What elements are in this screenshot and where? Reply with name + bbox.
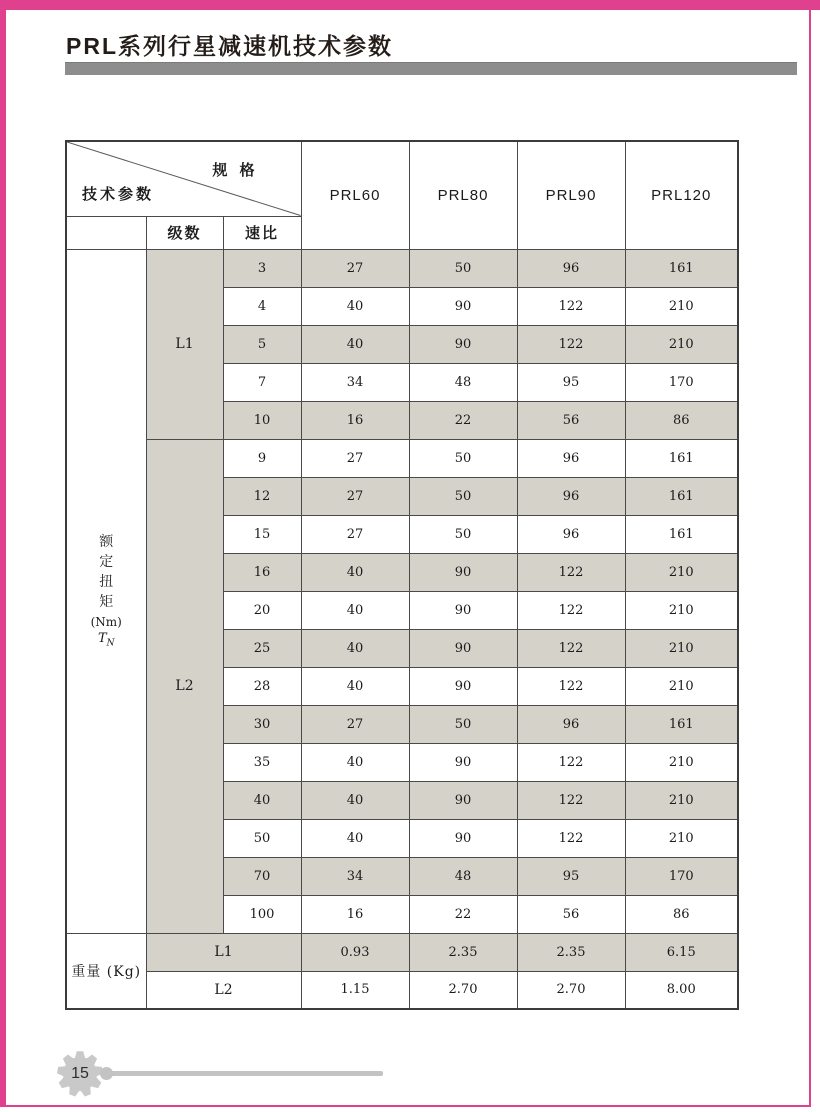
- column-header-prl120: PRL120: [625, 141, 738, 249]
- torque-label: [67, 533, 146, 649]
- value-cell: 50: [409, 705, 517, 743]
- ratio-cell: 100: [223, 895, 301, 933]
- ratio-cell: 20: [223, 591, 301, 629]
- torque-symbol: [98, 631, 115, 649]
- value-cell: 210: [625, 325, 738, 363]
- value-cell: 27: [301, 705, 409, 743]
- frame-bottom-border: [6, 1105, 811, 1107]
- value-cell: 40: [301, 743, 409, 781]
- value-cell: 40: [301, 553, 409, 591]
- ratio-cell: 50: [223, 819, 301, 857]
- frame-left-border: [0, 0, 6, 1107]
- value-cell: 86: [625, 401, 738, 439]
- value-cell: 210: [625, 819, 738, 857]
- value-cell: 95: [517, 857, 625, 895]
- torque-row-label-cell: [66, 249, 146, 933]
- value-cell: 210: [625, 591, 738, 629]
- value-cell: 96: [517, 439, 625, 477]
- weight-value-cell: 1.15: [301, 971, 409, 1009]
- weight-value-cell: 8.00: [625, 971, 738, 1009]
- value-cell: 122: [517, 287, 625, 325]
- value-cell: 90: [409, 325, 517, 363]
- ratio-cell: 5: [223, 325, 301, 363]
- value-cell: 122: [517, 781, 625, 819]
- value-cell: 161: [625, 249, 738, 287]
- value-cell: 170: [625, 857, 738, 895]
- title-underline-bar: [65, 62, 797, 75]
- empty-header-cell: [66, 216, 146, 249]
- value-cell: 96: [517, 477, 625, 515]
- value-cell: 90: [409, 287, 517, 325]
- value-cell: 56: [517, 895, 625, 933]
- stage-label-L2: L2: [146, 439, 223, 933]
- diagonal-header-cell: [66, 141, 301, 216]
- value-cell: 161: [625, 705, 738, 743]
- ratio-cell: 9: [223, 439, 301, 477]
- value-cell: 122: [517, 325, 625, 363]
- frame-top-border: [0, 0, 820, 10]
- weight-row: [66, 971, 738, 1009]
- value-cell: 122: [517, 629, 625, 667]
- value-cell: 22: [409, 401, 517, 439]
- value-cell: 90: [409, 667, 517, 705]
- ratio-cell: 28: [223, 667, 301, 705]
- value-cell: 40: [301, 629, 409, 667]
- value-cell: 210: [625, 287, 738, 325]
- header-param-label: 技术参数: [82, 185, 155, 203]
- value-cell: 40: [301, 325, 409, 363]
- value-cell: 210: [625, 667, 738, 705]
- value-cell: 96: [517, 249, 625, 287]
- value-cell: 210: [625, 553, 738, 591]
- page-number: 15: [71, 1065, 89, 1082]
- value-cell: 122: [517, 667, 625, 705]
- value-cell: 40: [301, 819, 409, 857]
- value-cell: 161: [625, 515, 738, 553]
- value-cell: 86: [625, 895, 738, 933]
- value-cell: 210: [625, 743, 738, 781]
- value-cell: 161: [625, 439, 738, 477]
- ratio-cell: 70: [223, 857, 301, 895]
- value-cell: 95: [517, 363, 625, 401]
- ratio-header: 速比: [223, 216, 301, 249]
- torque-symbol-main: T: [97, 631, 107, 647]
- value-cell: 122: [517, 553, 625, 591]
- weight-value-cell: 2.70: [409, 971, 517, 1009]
- value-cell: 34: [301, 363, 409, 401]
- ratio-cell: 16: [223, 553, 301, 591]
- header-row-main: [66, 141, 738, 216]
- column-header-prl90: PRL90: [517, 141, 625, 249]
- torque-symbol-sub: N: [106, 638, 115, 649]
- stage-label-L1: L1: [146, 249, 223, 439]
- diagonal-line: [67, 142, 301, 216]
- weight-stage-label-L1: L1: [146, 933, 301, 971]
- table-row: [66, 439, 738, 477]
- torque-label-char: 定: [99, 554, 114, 571]
- value-cell: 210: [625, 629, 738, 667]
- value-cell: 90: [409, 553, 517, 591]
- value-cell: 90: [409, 591, 517, 629]
- ratio-cell: 30: [223, 705, 301, 743]
- ratio-cell: 3: [223, 249, 301, 287]
- torque-label-char: 扭: [99, 574, 114, 591]
- torque-label-char: 额: [99, 534, 114, 551]
- value-cell: 161: [625, 477, 738, 515]
- ratio-cell: 25: [223, 629, 301, 667]
- column-header-prl60: PRL60: [301, 141, 409, 249]
- value-cell: 96: [517, 515, 625, 553]
- value-cell: 90: [409, 743, 517, 781]
- weight-value-cell: 0.93: [301, 933, 409, 971]
- value-cell: 16: [301, 401, 409, 439]
- value-cell: 96: [517, 705, 625, 743]
- value-cell: 90: [409, 781, 517, 819]
- value-cell: 27: [301, 515, 409, 553]
- weight-value-cell: 2.35: [517, 933, 625, 971]
- ratio-cell: 15: [223, 515, 301, 553]
- value-cell: 210: [625, 781, 738, 819]
- weight-value-cell: 6.15: [625, 933, 738, 971]
- footer-rule: [110, 1071, 383, 1076]
- value-cell: 90: [409, 819, 517, 857]
- value-cell: 50: [409, 477, 517, 515]
- value-cell: 122: [517, 819, 625, 857]
- weight-value-cell: 2.70: [517, 971, 625, 1009]
- value-cell: 22: [409, 895, 517, 933]
- ratio-cell: 35: [223, 743, 301, 781]
- torque-label-char: 矩: [99, 594, 114, 611]
- value-cell: 48: [409, 363, 517, 401]
- value-cell: 16: [301, 895, 409, 933]
- stages-header: 级数: [146, 216, 223, 249]
- value-cell: 34: [301, 857, 409, 895]
- value-cell: 122: [517, 743, 625, 781]
- ratio-cell: 12: [223, 477, 301, 515]
- page-number-badge: [56, 1050, 104, 1098]
- value-cell: 40: [301, 591, 409, 629]
- column-header-prl80: PRL80: [409, 141, 517, 249]
- value-cell: 122: [517, 591, 625, 629]
- table-row: [66, 249, 738, 287]
- header-spec-label: 规 格: [212, 162, 259, 179]
- ratio-cell: 10: [223, 401, 301, 439]
- weight-row-label-cell: 重量 (Kg): [66, 933, 146, 1009]
- page-title: PRL系列行星减速机技术参数: [66, 33, 393, 59]
- value-cell: 40: [301, 667, 409, 705]
- ratio-cell: 7: [223, 363, 301, 401]
- value-cell: 40: [301, 287, 409, 325]
- weight-stage-label-L2: L2: [146, 971, 301, 1009]
- value-cell: 56: [517, 401, 625, 439]
- weight-row: [66, 933, 738, 971]
- value-cell: 27: [301, 249, 409, 287]
- parameters-table: [65, 140, 739, 1010]
- value-cell: 90: [409, 629, 517, 667]
- ratio-cell: 40: [223, 781, 301, 819]
- value-cell: 27: [301, 477, 409, 515]
- frame-right-border: [809, 10, 811, 1107]
- value-cell: 27: [301, 439, 409, 477]
- weight-value-cell: 2.35: [409, 933, 517, 971]
- value-cell: 170: [625, 363, 738, 401]
- value-cell: 50: [409, 249, 517, 287]
- value-cell: 48: [409, 857, 517, 895]
- value-cell: 50: [409, 439, 517, 477]
- value-cell: 50: [409, 515, 517, 553]
- torque-unit: (Nm): [90, 615, 122, 630]
- value-cell: 40: [301, 781, 409, 819]
- ratio-cell: 4: [223, 287, 301, 325]
